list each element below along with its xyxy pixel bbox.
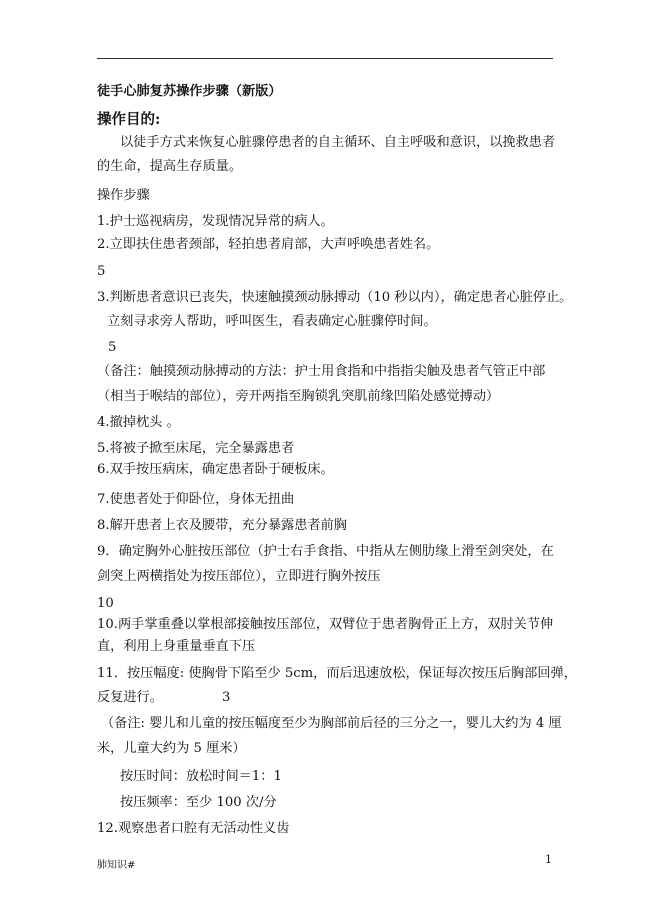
compression-ratio: 按压时间：放松时间＝1：1	[120, 769, 282, 784]
note-2-line-1: （备注: 婴儿和儿童的按压幅度至少为胸部前后径的三分之一，婴儿大约为 4 厘	[101, 716, 562, 731]
purpose-text-line-2: 的生命，提高生存质量。	[97, 159, 243, 174]
compression-frequency: 按压频率：至少 100 次/分	[120, 795, 277, 810]
note-2-line-2: 米，儿童大约为 5 厘米）	[97, 741, 246, 756]
step-3-line-2: 立刻寻求旁人帮助，呼叫医生，看表确定心脏骤停时间。	[107, 314, 437, 329]
step-6: 6.双手按压病床，确定患者卧于硬板床。	[97, 462, 334, 477]
step-9-line-1: 9．确定胸外心脏按压部位（护士右手食指、中指从左侧肋缘上滑至剑突处，在	[97, 544, 554, 559]
steps-heading: 操作步骤	[97, 188, 150, 203]
margin-number-10: 10	[97, 596, 114, 611]
document-title: 徒手心肺复苏操作步骤（新版）	[97, 84, 282, 99]
page-number: 1	[545, 853, 552, 866]
step-10-line-2: 直，利用上身重量垂直下压	[97, 639, 256, 654]
step-11-line-2: 反复进行。	[97, 690, 163, 705]
note-1-line-2: （相当于喉结的部位），旁开两指至胸锁乳突肌前缘凹陷处感觉搏动）	[97, 389, 500, 404]
step-12: 12.观察患者口腔有无活动性义齿	[97, 821, 290, 836]
margin-number-5b: 5	[108, 340, 117, 355]
step-8: 8.解开患者上衣及腰带，充分暴露患者前胸	[97, 518, 347, 533]
purpose-heading: 操作目的:	[97, 111, 161, 128]
header-rule	[97, 58, 553, 59]
footer-text: 肺知识#	[97, 860, 136, 871]
note-1-line-1: （备注：触摸颈动脉搏动的方法：护士用食指和中指指尖触及患者气管正中部	[97, 364, 546, 379]
purpose-text-line-1: 以徒手方式来恢复心脏骤停患者的自主循环、自主呼吸和意识，以挽救患者	[120, 135, 556, 150]
step-3-line-1: 3.判断患者意识已丧失，快速触摸颈动脉搏动（10 秒以内），确定患者心脏停止。	[97, 290, 573, 305]
step-1: 1.护士巡视病房，发现情况异常的病人。	[97, 214, 334, 229]
margin-number-5a: 5	[97, 264, 106, 279]
step-5: 5.将被子掀至床尾，完全暴露患者	[97, 441, 295, 456]
step-7: 7.使患者处于仰卧位，身体无扭曲	[97, 492, 295, 507]
step-11-line-1: 11．按压幅度: 使胸骨下陷至少 5cm，而后迅速放松，保证每次按压后胸部回弹，	[97, 666, 577, 681]
step-4: 4.撤掉枕头 。	[97, 415, 180, 430]
step-2: 2.立即扶住患者颈部，轻拍患者肩部，大声呼唤患者姓名。	[97, 237, 440, 252]
margin-number-3: 3	[222, 690, 231, 705]
step-9-line-2: 剑突上两横指处为按压部位），立即进行胸外按压	[97, 569, 381, 584]
step-10-line-1: 10.两手掌重叠以掌根部接触按压部位，双臂位于患者胸骨正上方，双肘关节伸	[97, 617, 554, 632]
